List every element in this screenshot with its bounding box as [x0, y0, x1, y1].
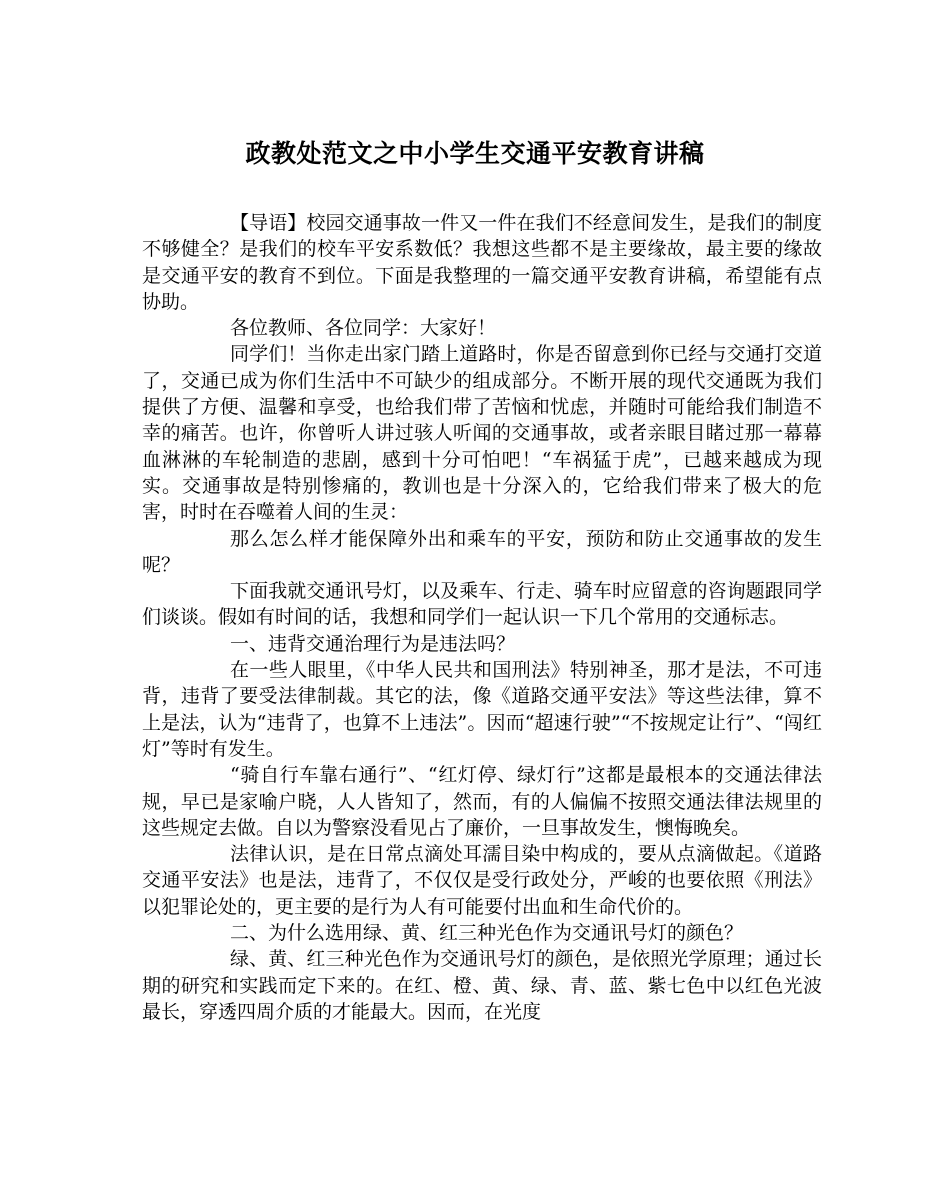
document-body [142, 210, 822, 1025]
paragraph: 那么怎么样才能保障外出和乘车的平安，预防和防止交通事故的发生呢？ [142, 527, 822, 576]
paragraph: “骑自行车靠右通行”、“红灯停、绿灯行”这都是最根本的交通法律法规，早已是家喻户晓，人人皆知了，然而，有的人偏偏不按照交通法律法规里的这些规定去做。自以为警察没看见占了廉价，一旦事故发生，懊悔晚矣。 [142, 764, 822, 839]
section-heading: 一、违背交通治理行为是违法吗？ [230, 632, 516, 655]
paragraph-intro: 【导语】校园交通事故一件又一件在我们不经意间发生，是我们的制度不够健全？是我们的校车平安系数低？我想这些都不是主要缘故，最主要的缘故是交通平安的教育不到位。下面是我整理的一篇交通平安教育讲稿，希望能有点协助。 [142, 212, 822, 313]
paragraph: 在一些人眼里，《中华人民共和国刑法》特别神圣，那才是法，不可违背，违背了要受法律制裁。其它的法，像《道路交通平安法》等这些法律，算不上是法，认为“违背了，也算不上违法”。因而“超速行驶”“不按规定让行”、“闯红灯”等时有发生。 [142, 659, 822, 760]
paragraph: 同学们！当你走出家门踏上道路时，你是否留意到你已经与交通打交道了，交通已成为你们生活中不可缺少的组成部分。不断开展的现代交通既为我们提供了方便、温馨和享受，也给我们带了苦恼和忧虑，并随时可能给我们制造不幸的痛苦。也许，你曾听人讲过骇人听闻的交通事故，或者亲眼目睹过那一幕幕血淋淋的车轮制造的悲剧，感到十分可怕吧！“车祸猛于虎”，已越来越成为现实。交通事故是特别惨痛的，教训也是十分深入的，它给我们带来了极大的危害，时时在吞噬着人间的生灵： [142, 343, 822, 524]
paragraph: 法律认识，是在日常点滴处耳濡目染中构成的，要从点滴做起。《道路交通平安法》也是法，违背了，不仅仅是受行政处分，严峻的也要依照《刑法》以犯罪论处的，更主要的是行为人有可能要付出血和生命代价的。 [142, 843, 822, 918]
paragraph: 下面我就交通讯号灯，以及乘车、行走、骑车时应留意的咨询题跟同学们谈谈。假如有时间的话，我想和同学们一起认识一下几个常用的交通标志。 [142, 580, 822, 629]
paragraph-greeting: 各位教师、各位同学：大家好！ [230, 317, 497, 340]
paragraph: 绿、黄、红三种光色作为交通讯号灯的颜色，是依照光学原理；通过长期的研究和实践而定下来的。在红、橙、黄、绿、青、蓝、紫七色中以红色光波最长，穿透四周介质的才能最大。因而，在光度 [142, 948, 822, 1023]
section-heading: 二、为什么选用绿、黄、红三种光色作为交通讯号灯的颜色？ [230, 922, 744, 945]
document-title: 政教处范文之中小学生交通平安教育讲稿 [245, 139, 705, 168]
